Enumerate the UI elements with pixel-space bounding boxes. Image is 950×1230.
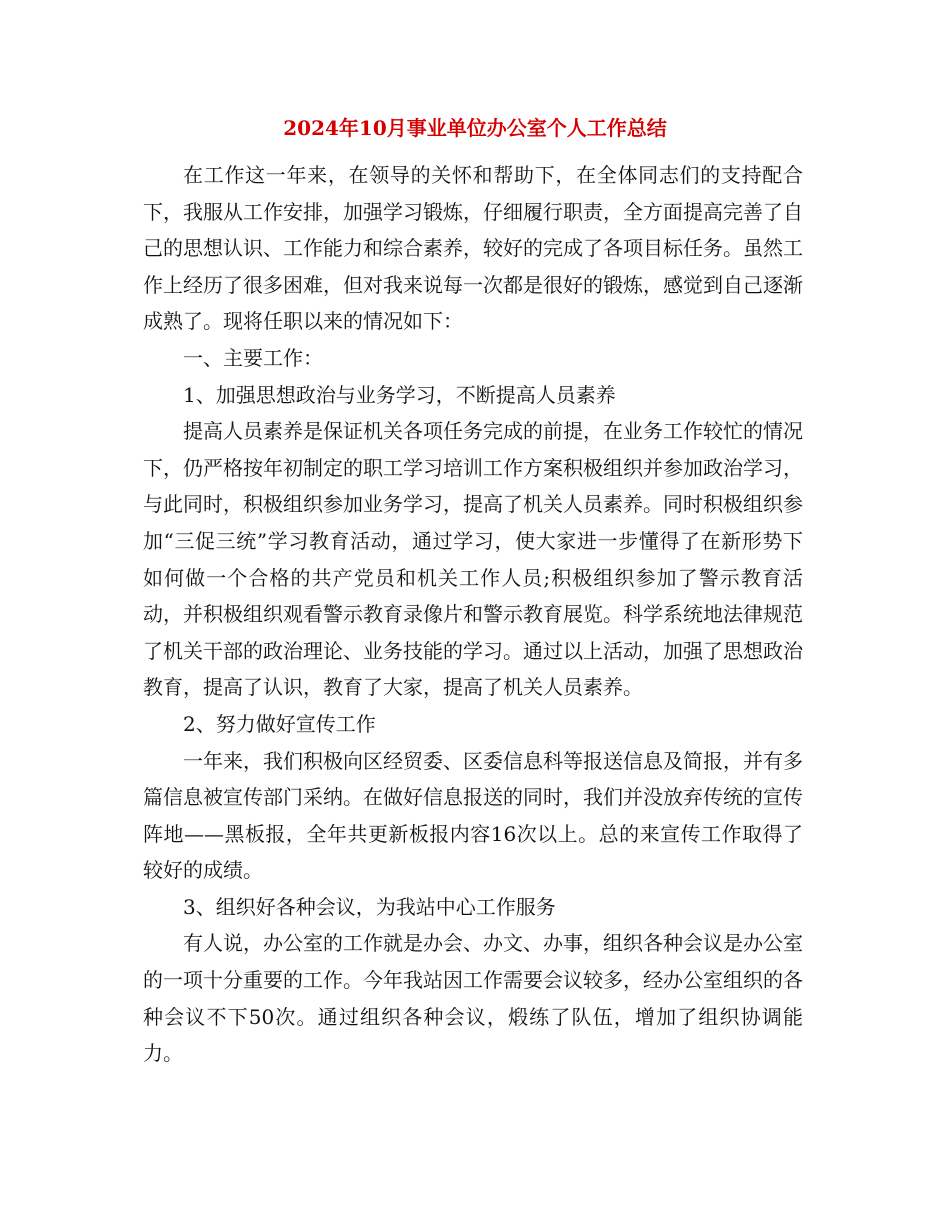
paragraph-publicity: 一年来，我们积极向区经贸委、区委信息科等报送信息及简报，并有多篇信息被宣传部门采纳。在做好信息报送的同时，我们并没放弃传统的宣传阵地——黑板报，全年共更新板报内容16次以上。总的来宣传工作取得了较好的成绩。 bbox=[143, 748, 803, 883]
subheading-study: 1、加强思想政治与业务学习，不断提高人员素养 bbox=[183, 382, 616, 407]
paragraph-study: 提高人员素养是保证机关各项任务完成的前提，在业务工作较忙的情况下，仍严格按年初制定的职工学习培训工作方案积极组织并参加政治学习，与此同时，积极组织参加业务学习，提高了机关人员素养。同时积极组织参加“三促三统”学习教育活动，通过学习，使大家进一步懂得了在新形势下如何做一个合格的共产党员和机关工作人员;积极组织参加了警示教育活动，并积极组织观看警示教育录像片和警示教育展览。科学系统地法律规范了机关干部的政治理论、业务技能的学习。通过以上活动，加强了思想政治教育，提高了认识，教育了大家，提高了机关人员素养。 bbox=[143, 419, 803, 700]
document-title: 2024年10月事业单位办公室个人工作总结 bbox=[283, 116, 667, 140]
paragraph-meetings: 有人说，办公室的工作就是办会、办文、办事，组织各种会议是办公室的一项十分重要的工作。今年我站因工作需要会议较多，经办公室组织的各种会议不下50次。通过组织各种会议，煅练了队伍，增加了组织协调能力。 bbox=[143, 931, 803, 1066]
subheading-meetings: 3、组织好各种会议，为我站中心工作服务 bbox=[183, 894, 556, 919]
section-heading-main-work: 一、主要工作： bbox=[183, 345, 323, 370]
subheading-publicity: 2、努力做好宣传工作 bbox=[183, 711, 376, 736]
paragraph-intro: 在工作这一年来，在领导的关怀和帮助下，在全体同志们的支持配合下，我服从工作安排，加强学习锻炼，仔细履行职责，全方面提高完善了自己的思想认识、工作能力和综合素养，较好的完成了各项目标任务。虽然工作上经历了很多困难，但对我来说每一次都是很好的锻炼，感觉到自己逐渐成熟了。现将任职以来的情况如下： bbox=[143, 163, 803, 334]
document-body bbox=[143, 157, 803, 1072]
